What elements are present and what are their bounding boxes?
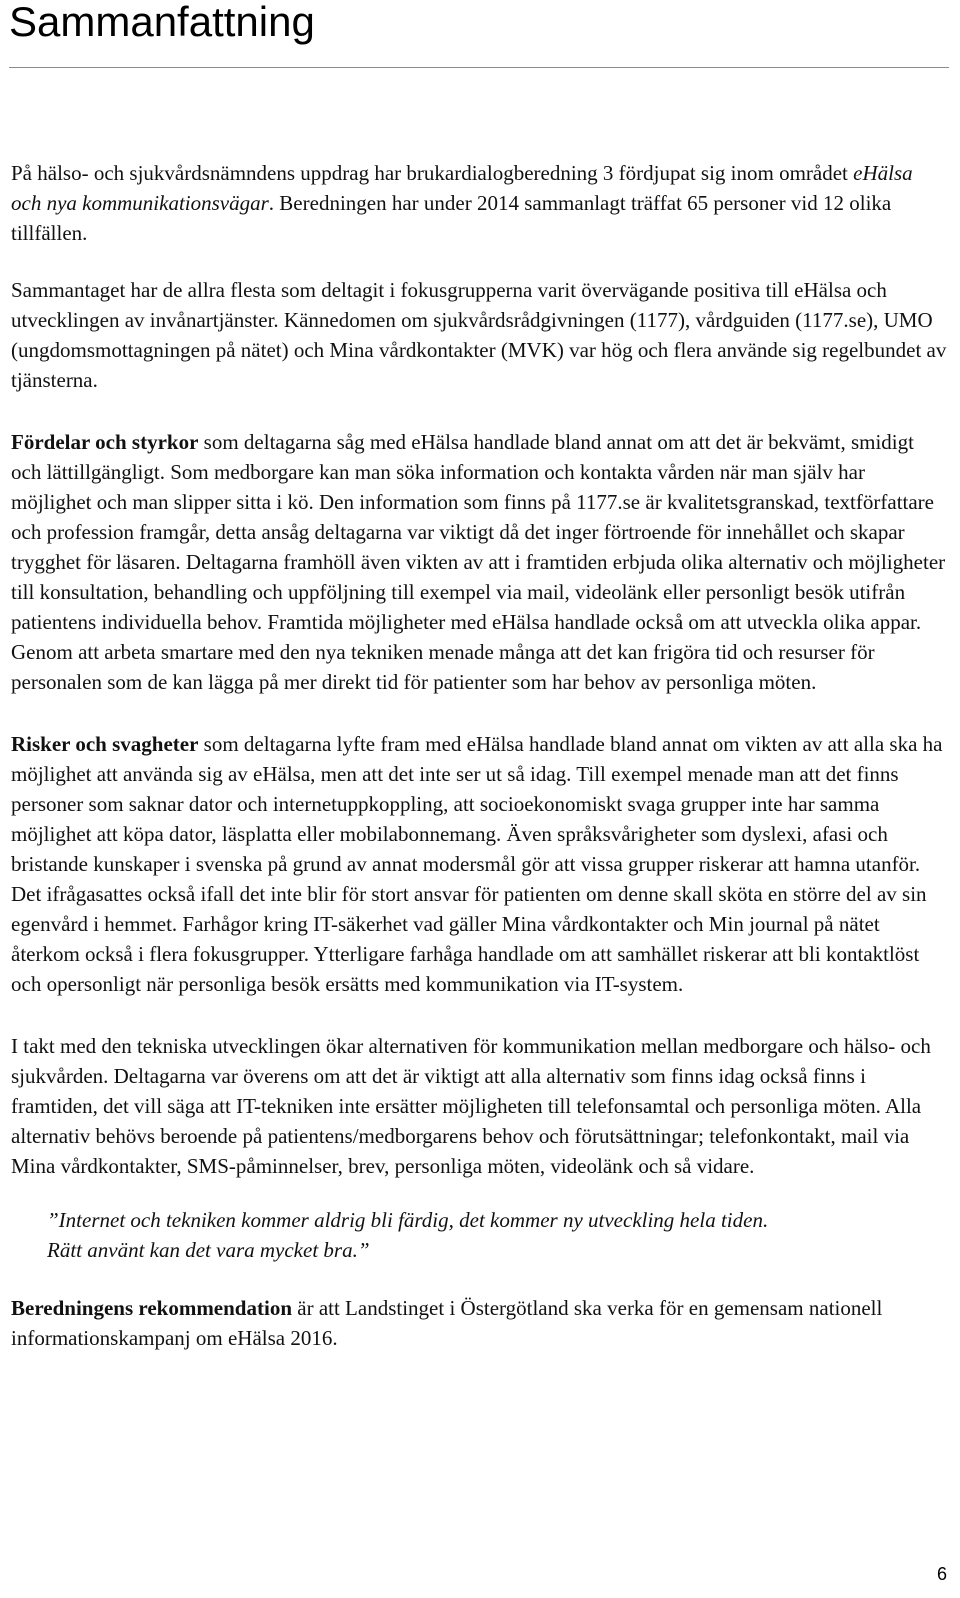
recommendation-text: är att Landstinget i Östergötland ska verka för en gemensam nationell informationskampanj om eHälsa 2016.	[11, 1296, 883, 1350]
risks-text: som deltagarna lyfte fram med eHälsa handlade bland annat om vikten av att alla ska ha möjlighet att använda sig av eHälsa, men att det inte ser ut så idag. Till exempel menade man att det finns personer som saknar dator och internetuppkoppling, att socioekonomiskt svaga grupper inte har samma möjlighet att köpa dator, läsplatta eller mobilabonnemang. Även språksvårigheter som dyslexi, afasi och bristande kunskaper i svenska på grund av annat modersmål gör att vissa grupper riskerar att hamna utanför. Det ifrågasattes också ifall det inte blir för stort ansvar för patienten om denne skall sköta en större del av sin egenvård i hemmet. Farhågor kring IT-säkerhet vad gäller Mina vårdkontakter och Min journal på nätet återkom också i flera fokusgrupper. Ytterligare farhåga handlade om att samhället riskerar att bli kontaktlöst och opersonligt när personliga besök ersätts med kommunikation via IT-system.	[11, 732, 943, 996]
recommendation-heading: Beredningens rekommendation	[11, 1296, 292, 1320]
intro-text-end: . Beredningen har under 2014 sammanlagt träffat 65 personer vid 12 olika tillfällen.	[11, 191, 892, 245]
advantages-paragraph	[11, 427, 947, 697]
participant-quote	[47, 1205, 947, 1265]
page-title: Sammanfattning	[9, 0, 315, 45]
intro-paragraph	[11, 158, 947, 248]
risks-heading: Risker och svagheter	[11, 732, 199, 756]
page-number: 6	[936, 1564, 947, 1584]
intro-text-start: På hälso- och sjukvårdsnämndens uppdrag har brukardialogberedning 3 fördjupat sig inom området	[11, 161, 854, 185]
summary-paragraph: Sammantaget har de allra flesta som deltagit i fokusgrupperna varit övervägande positiva till eHälsa och utvecklingen av invånartjänster. Kännedomen om sjukvårdsrådgivningen (1177), vårdguiden (1177.se), UMO (ungdomsmottagningen på nätet) och Mina vårdkontakter (MVK) var hög och flera använde sig regelbundet av tjänsterna.	[11, 278, 947, 392]
recommendation-paragraph	[11, 1293, 947, 1353]
risks-paragraph	[11, 729, 947, 999]
intro-topic-italic: eHälsa och nya kommunikationsvägar	[11, 161, 913, 215]
quote-line-2: Rätt använt kan det vara mycket bra.”	[47, 1238, 370, 1262]
advantages-text: som deltagarna såg med eHälsa handlade bland annat om att det är bekvämt, smidigt och lättillgängligt. Som medborgare kan man söka information och kontakta vården när man själv har möjlighet och man slipper sitta i kö. Den information som finns på 1177.se är kvalitetsgranskad, textförfattare och profession framgår, detta ansåg deltagarna var viktigt då det inger förtroende för innehållet och skapar trygghet för läsaren. Deltagarna framhöll även vikten av att i framtiden erbjuda olika alternativ och möjligheter till konsultation, behandling och uppföljning till exempel via mail, videolänk eller personligt besök utifrån patientens individuella behov. Framtida möjligheter med eHälsa handlade också om att utveckla olika appar. Genom att arbeta smartare med den nya tekniken menade många att det kan frigöra tid och resurser för personalen som de kan lägga på mer direkt tid för patienter som har behov av personliga möten.	[11, 430, 946, 694]
advantages-heading: Fördelar och styrkor	[11, 430, 199, 454]
title-divider	[9, 67, 949, 68]
development-paragraph: I takt med den tekniska utvecklingen ökar alternativen för kommunikation mellan medborgare och hälso- och sjukvården. Deltagarna var överens om att det är viktigt att alla alternativ som finns idag också finns i framtiden, det vill säga att IT-tekniken inte ersätter möjligheten till telefonsamtal och personliga möten. Alla alternativ behövs beroende på patientens/medborgarens behov och förutsättningar; telefonkontakt, mail via Mina vårdkontakter, SMS-påminnelser, brev, personliga möten, videolänk och så vidare.	[11, 1034, 931, 1178]
quote-line-1: ”Internet och tekniken kommer aldrig bli färdig, det kommer ny utveckling hela tiden.	[47, 1208, 769, 1232]
document-body	[11, 158, 947, 1353]
